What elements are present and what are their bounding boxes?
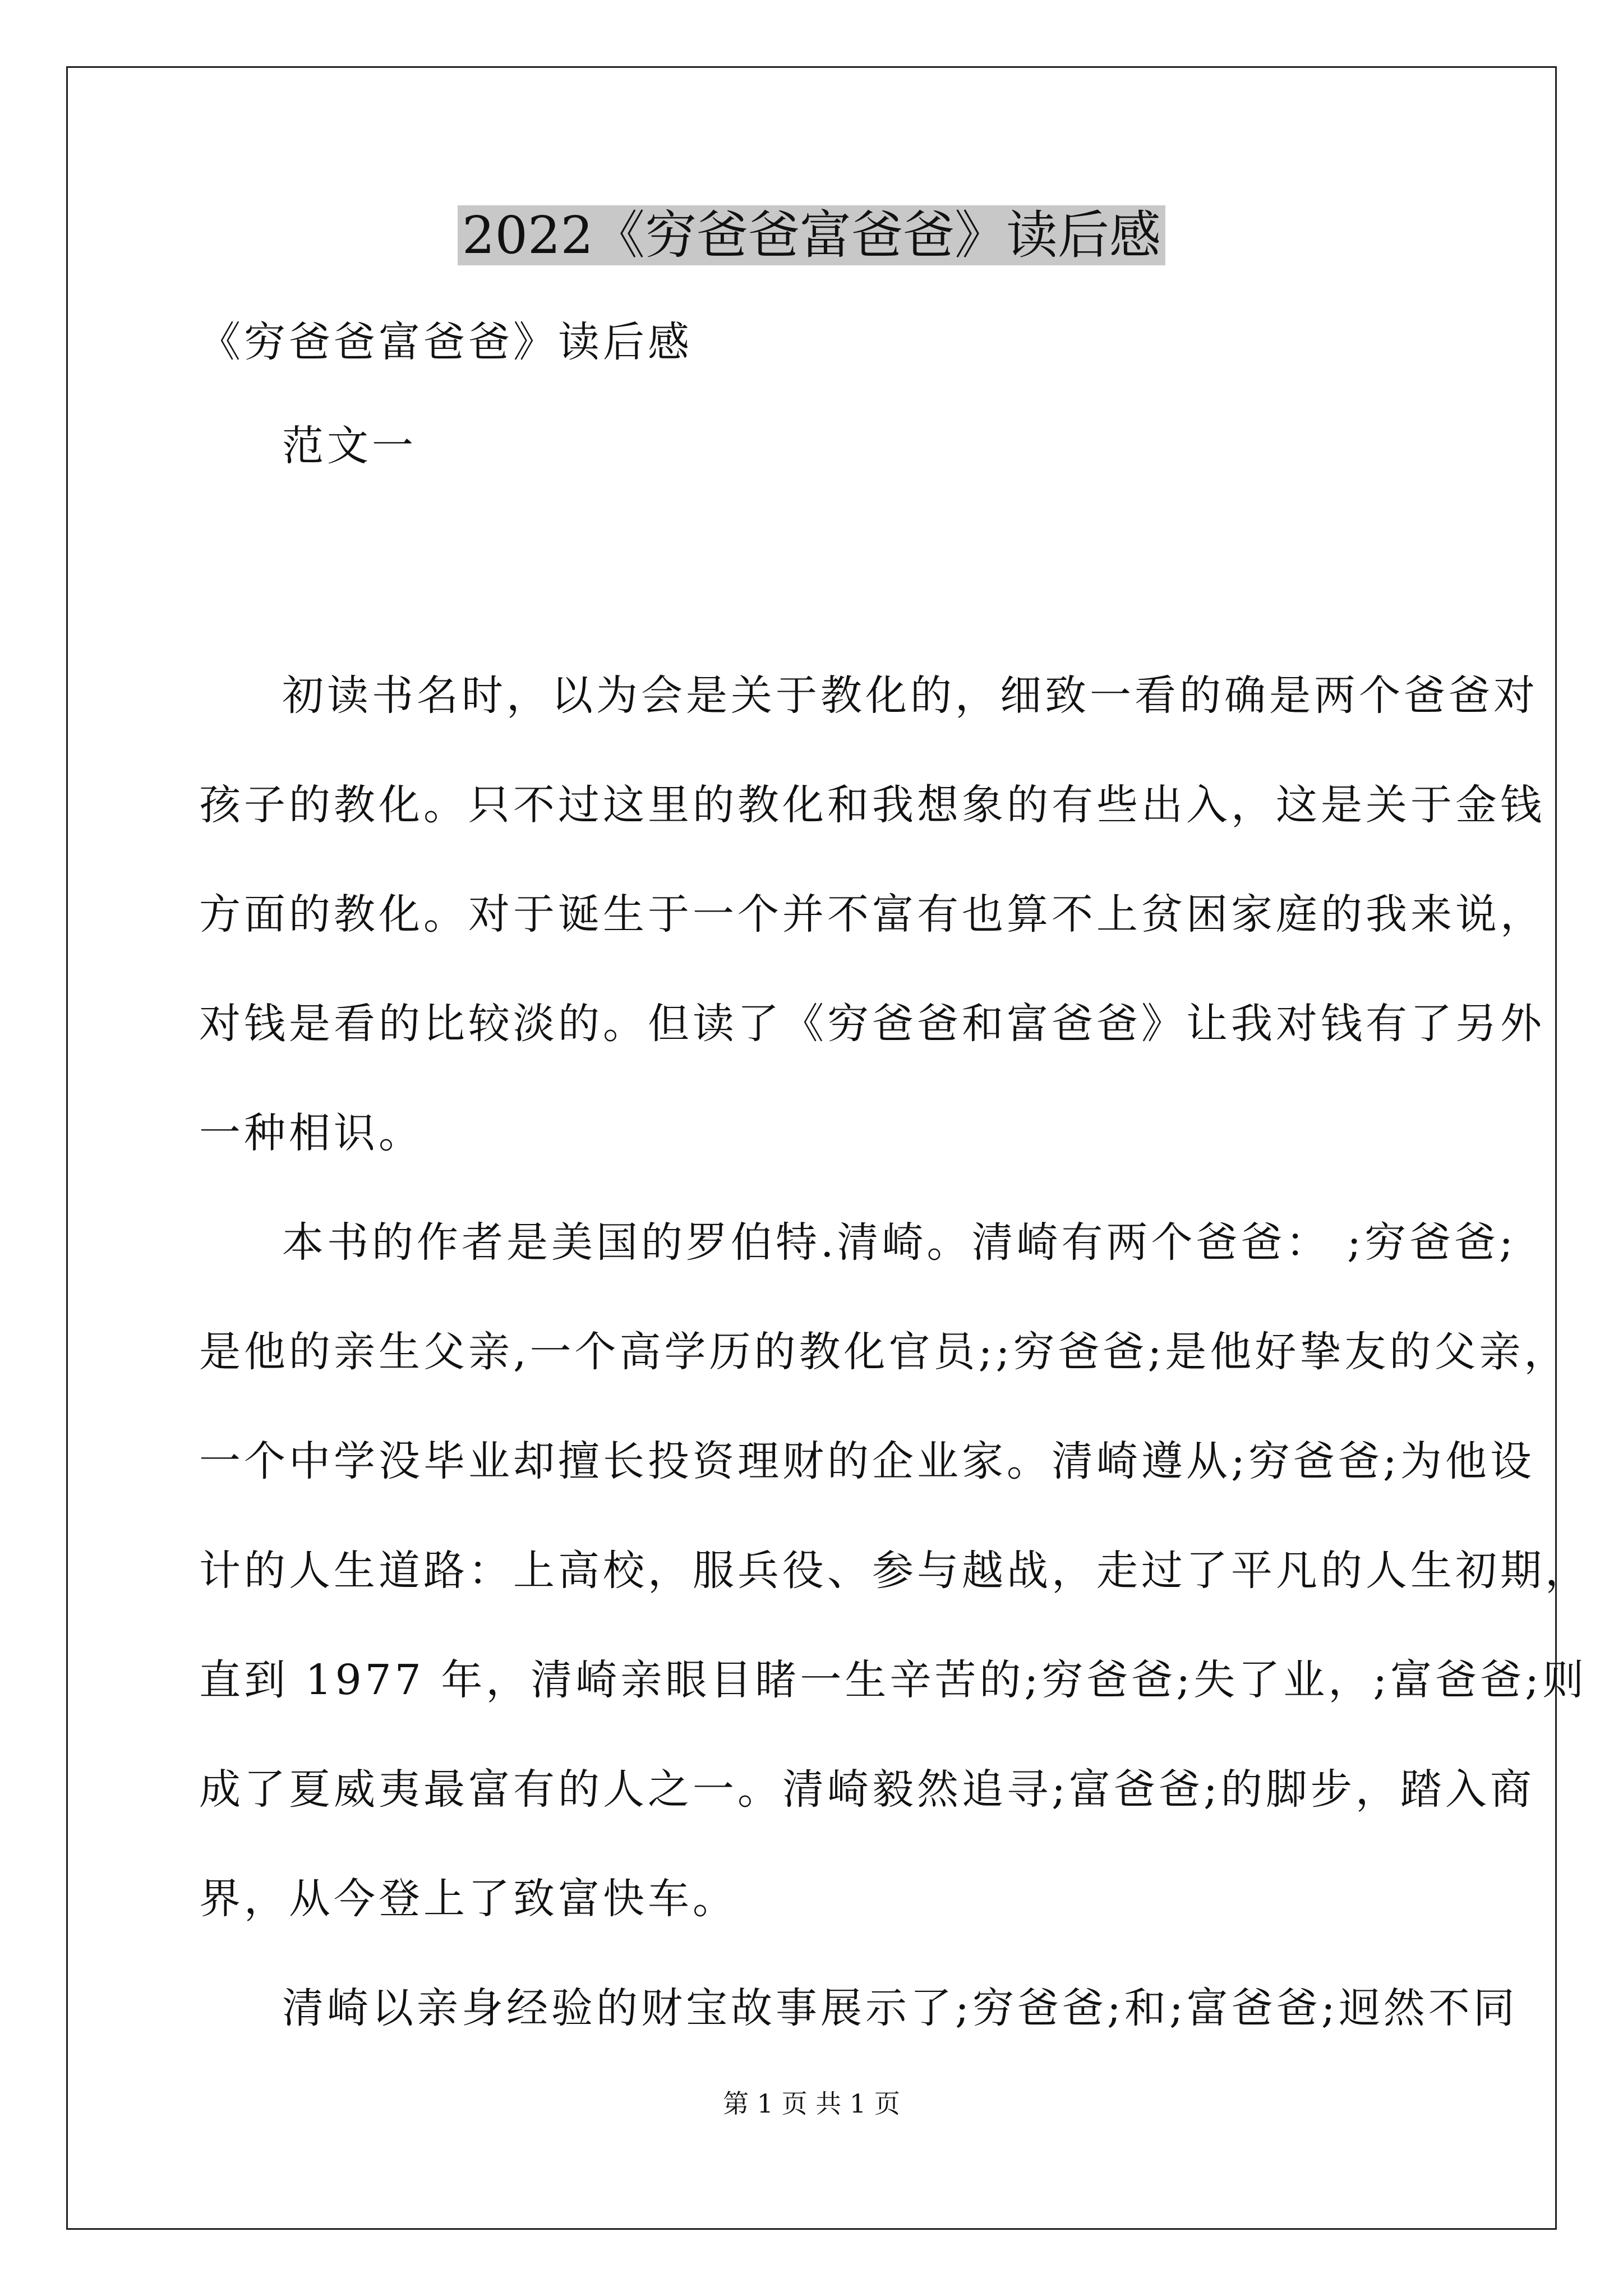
paragraph-line: 本书的作者是美国的罗伯特.清崎。清崎有两个爸爸： ;穷爸爸; [282, 1218, 1516, 1267]
paragraph-line: 成了夏威夷最富有的人之一。清崎毅然追寻;富爸爸;的脚步，踏入商 [199, 1765, 1535, 1814]
paragraph-line: 是他的亲生父亲,一个高学历的教化官员;;穷爸爸;是他好挚友的父亲， [199, 1328, 1569, 1376]
paragraph-line: 界，从今登上了致富快车。 [199, 1875, 737, 1923]
paragraph-line: 清崎以亲身经验的财宝故事展示了;穷爸爸;和;富爸爸;迥然不同 [282, 1984, 1518, 2032]
paragraph-line: 对钱是看的比较淡的。但读了《穷爸爸和富爸爸》让我对钱有了另外 [199, 1000, 1545, 1048]
section-label: 范文一 [282, 422, 417, 470]
paragraph-line: 一个中学没毕业却擅长投资理财的企业家。清崎遵从;穷爸爸;为他设 [199, 1437, 1535, 1485]
paragraph-line: 直到 1977 年，清崎亲眼目睹一生辛苦的;穷爸爸;失了业，;富爸爸;则 [199, 1656, 1588, 1704]
page-footer: 第 1 页 共 1 页 [723, 2088, 900, 2119]
title-text: 2022《穷爸爸富爸爸》读后感 [458, 205, 1165, 265]
paragraph-line: 方面的教化。对于诞生于一个并不富有也算不上贫困家庭的我来说， [199, 890, 1545, 938]
paragraph-line: 计的人生道路：上高校，服兵役、参与越战，走过了平凡的人生初期， [199, 1547, 1590, 1595]
document-title [0, 196, 1623, 275]
paragraph-line: 初读书名时，以为会是关于教化的，细致一看的确是两个爸爸对 [282, 671, 1538, 720]
paragraph-line: 一种相识。 [199, 1109, 423, 1157]
subtitle: 《穷爸爸富爸爸》读后感 [199, 318, 693, 366]
paragraph-line: 孩子的教化。只不过这里的教化和我想象的有些出入，这是关于金钱 [199, 781, 1545, 829]
